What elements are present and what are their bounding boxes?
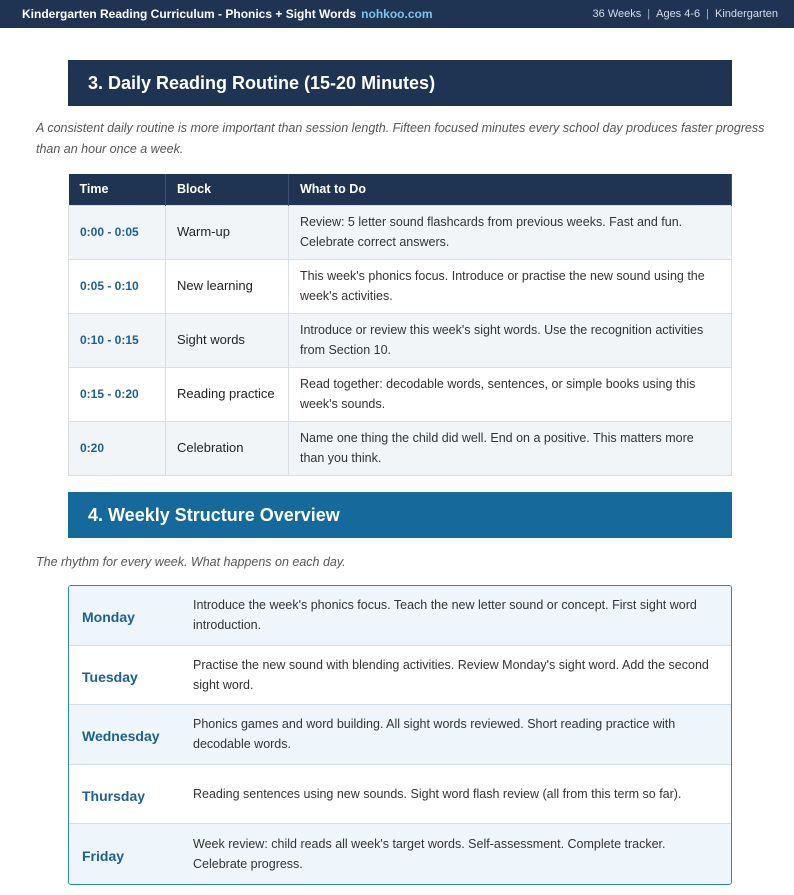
section-4-heading: 4. Weekly Structure Overview [68, 492, 732, 538]
day-label: Friday [82, 848, 125, 865]
time-cell: 0:10 - 0:15 [69, 313, 166, 367]
day-description: Reading sentences using new sounds. Sight word flash review (all from this term so far). [193, 787, 682, 802]
day-description: Phonics games and word building. All sight words reviewed. Short reading practice with decodable words. [193, 717, 676, 752]
list-item [69, 705, 731, 765]
block-cell: Celebration [166, 421, 289, 475]
block-cell: Reading practice [166, 367, 289, 421]
weekly-structure-list [68, 585, 732, 885]
list-item [69, 824, 731, 884]
what-cell: Review: 5 letter sound flashcards from previous weeks. Fast and fun. Celebrate correct answers. [289, 205, 732, 259]
list-item [69, 586, 731, 646]
time-cell: 0:05 - 0:10 [69, 259, 166, 313]
day-label: Tuesday [82, 668, 138, 685]
section-4-intro: The rhythm for every week. What happens on each day. [36, 555, 346, 569]
time-cell: 0:15 - 0:20 [69, 367, 166, 421]
table-row [69, 367, 732, 421]
section-3-intro: A consistent daily routine is more important than session length. Fifteen focused minutes every school day produces faster progress than an hour once a week. [36, 121, 765, 156]
column-header-what: What to Do [289, 174, 732, 205]
meta-ages: Ages 4-6 [656, 8, 701, 20]
what-cell: This week's phonics focus. Introduce or practise the new sound using the week's activities. [289, 259, 732, 313]
day-label: Wednesday [82, 728, 160, 745]
time-cell: 0:20 [69, 421, 166, 475]
day-label: Thursday [82, 788, 146, 805]
list-item [69, 765, 731, 825]
day-description: Week review: child reads all week's target words. Self-assessment. Complete tracker. Celebrate progress. [193, 837, 666, 872]
top-bar [0, 0, 794, 28]
block-cell: New learning [166, 259, 289, 313]
block-cell: Warm-up [166, 205, 289, 259]
table-header-row [69, 174, 732, 205]
day-description: Introduce the week's phonics focus. Teach the new letter sound or concept. First sight word introduction. [193, 598, 697, 633]
what-cell: Introduce or review this week's sight words. Use the recognition activities from Section 10. [289, 313, 732, 367]
day-label: Monday [82, 609, 135, 626]
list-item [69, 646, 731, 706]
column-header-block: Block [166, 174, 289, 205]
what-cell: Name one thing the child did well. End on a positive. This matters more than you think. [289, 421, 732, 475]
meta-grade: Kindergarten [715, 8, 778, 20]
meta-weeks: 36 Weeks [592, 8, 642, 20]
daily-routine-table [68, 174, 732, 476]
table-row [69, 205, 732, 259]
meta-separator: | [706, 8, 709, 20]
table-row [69, 313, 732, 367]
column-header-time: Time [69, 174, 166, 205]
time-cell: 0:00 - 0:05 [69, 205, 166, 259]
meta-separator: | [647, 8, 651, 20]
document-meta [593, 8, 778, 20]
section-3-heading: 3. Daily Reading Routine (15-20 Minutes) [68, 60, 732, 106]
block-cell: Sight words [166, 313, 289, 367]
day-description: Practise the new sound with blending activities. Review Monday's sight word. Add the second sight word. [193, 657, 709, 692]
table-row [69, 421, 732, 475]
table-row [69, 259, 732, 313]
what-cell: Read together: decodable words, sentences, or simple books using this week's sounds. [289, 367, 732, 421]
document-title: Kindergarten Reading Curriculum - Phonics + Sight Words [22, 7, 357, 21]
brand-link[interactable]: nohkoo.com [361, 7, 433, 21]
